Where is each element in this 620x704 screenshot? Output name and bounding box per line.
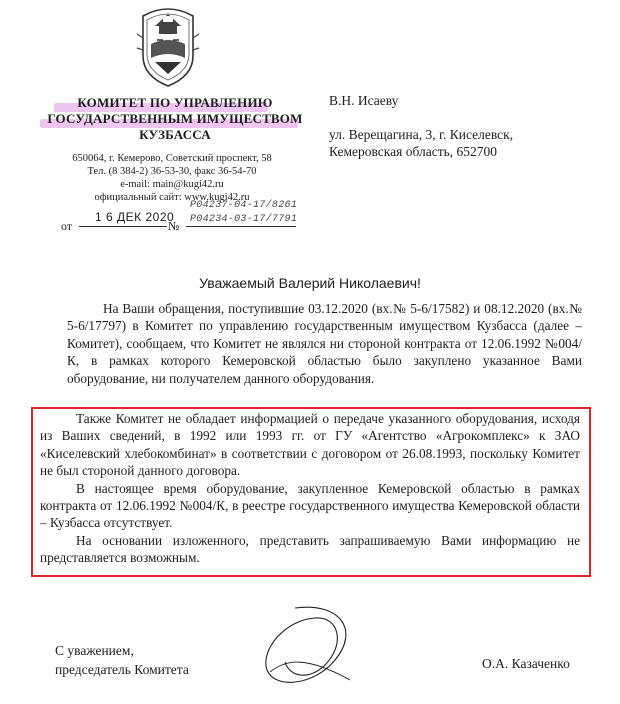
number-underline (186, 226, 296, 227)
signer-position: председатель Комитета (55, 662, 189, 677)
addressee-address-line: ул. Верещагина, 3, г. Киселевск, (329, 127, 514, 142)
number-label: № (168, 219, 180, 233)
org-line: КОМИТЕТ ПО УПРАВЛЕНИЮ (77, 95, 273, 110)
addressee-address-line: Кемеровская область, 652700 (329, 144, 498, 159)
handwritten-signature (255, 600, 365, 700)
org-line: КУЗБАССА (139, 127, 211, 142)
letter-body (67, 300, 582, 387)
contact-address: 650064, г. Кемерово, Советский проспект, 58 (72, 153, 272, 164)
contact-email: e-mail: main@kugi42.ru (120, 179, 224, 190)
paragraph: В настоящее время оборудование, закупленное Кемеровской областью в рамках контракта от 12.06.1992 №004/К, в реестре государственного имущества Кемеровской области – Кузбасса отсутствует. (40, 480, 580, 531)
signer-name: О.А. Казаченко (482, 656, 570, 671)
org-line: ГОСУДАРСТВЕННЫМ ИМУЩЕСТВОМ (47, 111, 303, 126)
coat-of-arms-emblem (133, 4, 203, 88)
date-stamp: 1 6 ДЕК 2020 (95, 210, 175, 224)
greeting: Уважаемый Валерий Николаевич! (199, 275, 421, 291)
paragraph: На основании изложенного, представить запрашиваемую Вами информацию не представляется возможным. (40, 532, 580, 566)
date-from-label: от (61, 219, 73, 233)
reference-number: P04237-04-17/8261 (190, 200, 298, 211)
reference-number: P04234-03-17/7791 (190, 214, 298, 225)
paragraph: На Ваши обращения, поступившие 03.12.2020 (вх.№ 5-6/17582) и 08.12.2020 (вх.№ 5-6/17797) в Комитет по управлению государственным имуществом Кузбасса (далее – Комитет), сообщаем, что Комитет не являлся ни стороной контракта от 12.06.1992 №004/К, в рамках которого Кемеровской областью было закуплено указанное Вами оборудование, ни получателем данного оборудования. (67, 301, 582, 386)
closing: С уважением, (55, 643, 134, 658)
letter-body-highlighted (40, 410, 580, 567)
contact-website: официальный сайт: www.kugi42.ru (94, 192, 250, 203)
addressee-name: В.Н. Исаеву (329, 93, 399, 108)
contact-info (52, 152, 292, 204)
contact-phone: Тел. (8 384-2) 36-53-30, факс 36-54-70 (87, 166, 257, 177)
date-underline (79, 226, 167, 227)
signature-block (55, 641, 189, 679)
organization-name (40, 95, 310, 143)
paragraph: Также Комитет не обладает информацией о передаче указанного оборудования, исходя из Ваших сведений, в 1992 или 1993 гг. от ГУ «Агентство «Агрокомплекс» к ЗАО «Киселевский хлебокомбинат» в соответствии с договором от 26.08.1993, поскольку Комитет не был стороной данного договора. (40, 411, 580, 479)
